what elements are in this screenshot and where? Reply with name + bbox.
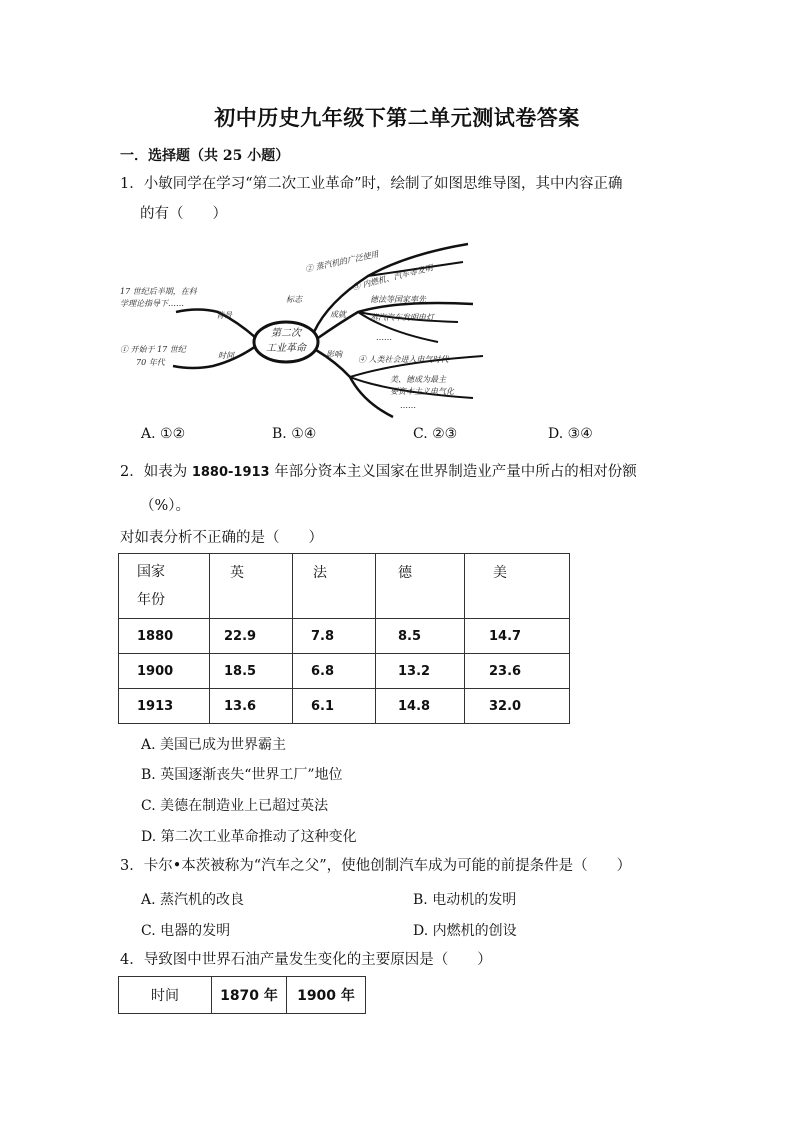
branch-label-sign: 标志: [286, 295, 302, 304]
branch-label-background: 背景: [216, 311, 232, 320]
branch-label-time: 时间: [218, 351, 234, 360]
question-1-stem-cont: 的有（ ）: [140, 206, 227, 222]
right-top-note-1: ② 蒸汽机的广泛使用: [304, 249, 380, 274]
q3-option-c[interactable]: C. 电器的发明: [141, 923, 231, 939]
left-bottom-note-2: 70 年代: [136, 358, 165, 367]
right-mid-note-3: ……: [376, 333, 392, 342]
right-low-note-1: ④ 人类社会进入电气时代: [358, 355, 449, 364]
table-row: [119, 977, 366, 1014]
question-1-stem: 1．小敏同学在学习“第二次工业革命”时，绘制了如图思维导图，其中内容正确: [120, 176, 623, 192]
mind-map-figure: [118, 232, 488, 422]
right-mid-note-1: 德法等国家率先: [370, 295, 426, 304]
question-2-stem-cont: （%）。: [140, 498, 191, 514]
right-low-note-3: 要资本主义电气化: [390, 387, 454, 396]
q2-option-b[interactable]: B. 英国逐渐丧失“世界工厂”地位: [141, 767, 343, 783]
page-title: 初中历史九年级下第二单元测试卷答案: [214, 105, 580, 130]
table-header-cell: 英: [210, 554, 293, 619]
left-bottom-note-1: ① 开始于 17 世纪: [120, 345, 186, 354]
table-header-cell: 1870 年: [212, 977, 287, 1014]
left-top-note-2: 学理论指导下……: [120, 299, 184, 308]
mind-map-center-line1: 第二次: [271, 328, 301, 339]
table-row: 1913 13.6 6.1 14.8 32.0: [119, 689, 570, 724]
right-mid-note-2: 蒸汽汽车发明电灯: [370, 313, 434, 322]
mind-map-center-line2: 工业革命: [266, 343, 306, 354]
table-row: 1880 22.9 7.8 8.5 14.7: [119, 619, 570, 654]
branch-label-impact: 影响: [326, 350, 342, 359]
table-header-cell: 时间: [119, 977, 212, 1014]
share-table: [118, 553, 570, 724]
table-header-cell: 1900 年: [287, 977, 366, 1014]
q2-option-c[interactable]: C. 美德在制造业上已超过英法: [141, 798, 329, 814]
q3-option-d[interactable]: D. 内燃机的创设: [413, 923, 517, 939]
question-2-prompt: 对如表分析不正确的是（ ）: [120, 530, 323, 546]
table-header-cell: 德: [376, 554, 465, 619]
table-header-cell: 美: [465, 554, 570, 619]
q3-option-a[interactable]: A. 蒸汽机的改良: [141, 892, 245, 908]
table-header-cell: 法: [293, 554, 376, 619]
branch-label-achievement: 成就: [330, 310, 346, 319]
q1-option-c[interactable]: C. ②③: [413, 426, 458, 442]
table-row: 1900 18.5 6.8 13.2 23.6: [119, 654, 570, 689]
left-top-note-1: 17 世纪后半期，在科: [120, 287, 197, 296]
q1-option-d[interactable]: D. ③④: [548, 426, 593, 442]
table-header-row: [119, 554, 570, 619]
right-low-note-2: 美、德成为最主: [390, 375, 446, 384]
question-3-stem: 3．卡尔•本茨被称为“汽车之父”，使他创制汽车成为可能的前提条件是（ ）: [120, 858, 632, 874]
q3-option-b[interactable]: B. 电动机的发明: [413, 892, 517, 908]
q1-option-a[interactable]: A. ①②: [141, 426, 186, 442]
right-top-note-2: ③ 内燃机、汽车等发明: [351, 263, 434, 292]
right-low-note-4: ……: [400, 401, 416, 410]
section-heading: 一．选择题（共 25 小题）: [120, 148, 290, 164]
question-2-stem: 2．如表为 1880-1913 年部分资本主义国家在世界制造业产量中所占的相对份额: [120, 464, 637, 480]
q2-option-d[interactable]: D. 第二次工业革命推动了这种变化: [141, 829, 357, 845]
oil-output-table: [118, 976, 366, 1014]
q1-option-b[interactable]: B. ①④: [272, 426, 317, 442]
question-4-stem: 4．导致图中世界石油产量发生变化的主要原因是（ ）: [120, 952, 492, 968]
table-header-corner: 国家 年份: [119, 554, 210, 619]
q2-option-a[interactable]: A. 美国已成为世界霸主: [141, 737, 287, 753]
